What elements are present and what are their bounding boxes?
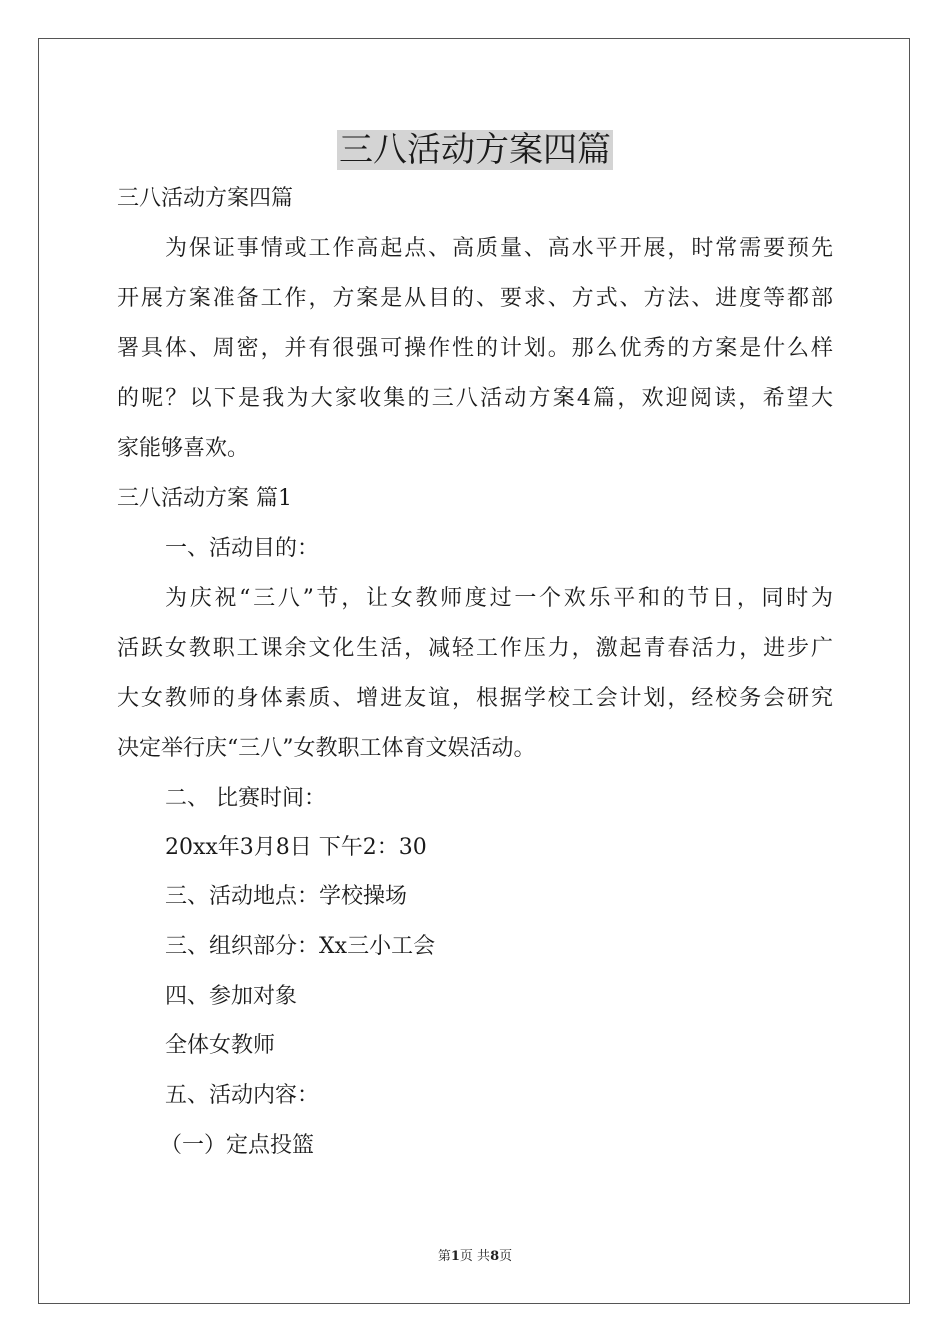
time-heading: 二、 比赛时间：	[165, 786, 326, 811]
participants-heading: 四、参加对象	[165, 984, 298, 1009]
document-title-text: 三八活动方案四篇	[339, 130, 611, 170]
page-border	[38, 38, 910, 1304]
intro-line: 的呢？以下是我为大家收集的三八活动方案4篇，欢迎阅读，希望大	[117, 386, 833, 411]
document-title	[0, 126, 950, 174]
organizer-line: 三、组织部分：Xx三小工会	[165, 934, 436, 959]
time-value: 20xx年3月8日 下午2：30	[165, 835, 427, 860]
footer-prefix: 第	[437, 1249, 451, 1264]
purpose-line: 决定举行庆“三八”女教职工体育文娱活动。	[117, 736, 536, 761]
footer-current-page: 1	[450, 1249, 460, 1264]
purpose-line: 活跃女教职工课余文化生活，减轻工作压力，激起青春活力，进步广	[117, 636, 833, 661]
place-line: 三、活动地点：学校操场	[165, 884, 408, 909]
purpose-heading: 一、活动目的：	[165, 536, 320, 561]
section-heading: 三八活动方案 篇1	[117, 486, 292, 511]
document-subtitle: 三八活动方案四篇	[117, 186, 294, 211]
footer-suffix: 页	[499, 1249, 513, 1264]
footer-total-pages: 8	[490, 1249, 500, 1264]
intro-line: 为保证事情或工作高起点、高质量、高水平开展，时常需要预先	[165, 236, 833, 261]
purpose-line: 大女教师的身体素质、增进友谊，根据学校工会计划，经校务会研究	[117, 686, 833, 711]
intro-line: 开展方案准备工作，方案是从目的、要求、方式、方法、进度等都部	[117, 286, 833, 311]
content-heading: 五、活动内容：	[165, 1083, 320, 1108]
intro-line: 家能够喜欢。	[117, 436, 250, 461]
purpose-line: 为庆祝“三八”节，让女教师度过一个欢乐平和的节日，同时为	[165, 586, 833, 611]
content-item: （一）定点投篮	[160, 1133, 315, 1158]
intro-line: 署具体、周密，并有很强可操作性的计划。那么优秀的方案是什么样	[117, 336, 833, 361]
participants-value: 全体女教师	[165, 1033, 276, 1058]
footer-mid: 页 共	[459, 1249, 491, 1264]
page-footer	[0, 1248, 950, 1266]
